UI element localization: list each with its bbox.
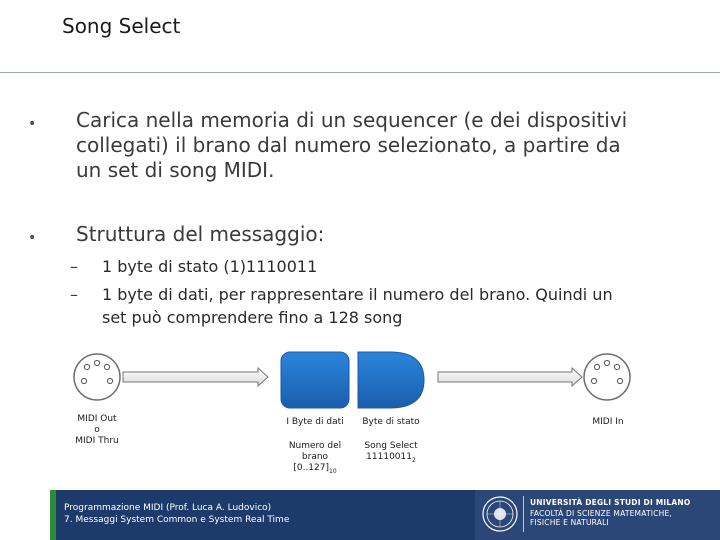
- footer-course: Programmazione MIDI (Prof. Luca A. Ludovico): [64, 503, 272, 513]
- bullet-line: un set di song MIDI.: [76, 158, 275, 182]
- midi-out-text: MIDI Out: [77, 414, 117, 424]
- data-range-value: [0..127]: [293, 463, 329, 473]
- footer-accent: [50, 490, 56, 540]
- data-byte-description: [276, 441, 354, 477]
- data-range-base: 10: [329, 467, 337, 475]
- midi-thru-text: MIDI Thru: [75, 436, 119, 446]
- sub-line: 1 byte di stato (1)1110011: [102, 257, 318, 276]
- arrow-right-icon: [438, 368, 582, 386]
- midi-message-diagram: [0, 340, 720, 420]
- bullet-text-1: [76, 108, 696, 183]
- midi-in-label: MIDI In: [592, 417, 624, 427]
- data-byte-label: I Byte di dati: [286, 417, 344, 427]
- bullet-text-2: [76, 222, 696, 247]
- sub-marker: –: [70, 285, 78, 304]
- data-range: [276, 463, 354, 477]
- midi-or-text: o: [94, 425, 100, 435]
- status-byte-description: [352, 441, 430, 466]
- sub-item-2: [102, 283, 702, 329]
- slide-title: Song Select: [62, 14, 181, 38]
- midi-in-connector-icon: [584, 354, 630, 400]
- status-value: [352, 452, 430, 466]
- status-value-base: 2: [411, 456, 416, 464]
- arrow-right-icon: [123, 368, 268, 386]
- status-byte-block: [358, 352, 424, 408]
- sub-item-1: [102, 255, 702, 278]
- status-desc-line: Song Select: [364, 441, 418, 451]
- sub-marker: –: [70, 257, 78, 276]
- faculty-name-line2: FISICHE E NATURALI: [530, 518, 609, 527]
- data-byte-block: [281, 352, 349, 408]
- midi-out-connector-icon: [74, 354, 120, 400]
- bullet-line: collegati) il brano dal numero selezionato, a partire da: [76, 133, 621, 157]
- status-byte-label: Byte di stato: [362, 417, 420, 427]
- bullet-line: Carica nella memoria di un sequencer (e dei dispositivi: [76, 108, 628, 132]
- bullet-line: Struttura del messaggio:: [76, 222, 325, 246]
- midi-out-label: [67, 414, 127, 447]
- sub-line: set può comprendere fino a 128 song: [102, 308, 403, 327]
- university-seal-icon: [481, 495, 519, 533]
- banner-divider: [523, 496, 524, 532]
- data-desc-line: brano: [301, 452, 329, 462]
- faculty-name-line1: FACOLTÀ DI SCIENZE MATEMATICHE,: [530, 509, 672, 518]
- bullet-marker: •: [28, 230, 37, 246]
- bullet-marker: •: [28, 116, 37, 132]
- status-value-bits: 11110011: [366, 452, 412, 462]
- university-name: UNIVERSITÀ DEGLI STUDI DI MILANO: [530, 498, 691, 507]
- data-desc-line: Numero del: [288, 441, 342, 451]
- title-divider: [0, 72, 720, 73]
- sub-line: 1 byte di dati, per rappresentare il numero del brano. Quindi un: [102, 285, 613, 304]
- footer-lecture: 7. Messaggi System Common e System Real Time: [64, 515, 290, 525]
